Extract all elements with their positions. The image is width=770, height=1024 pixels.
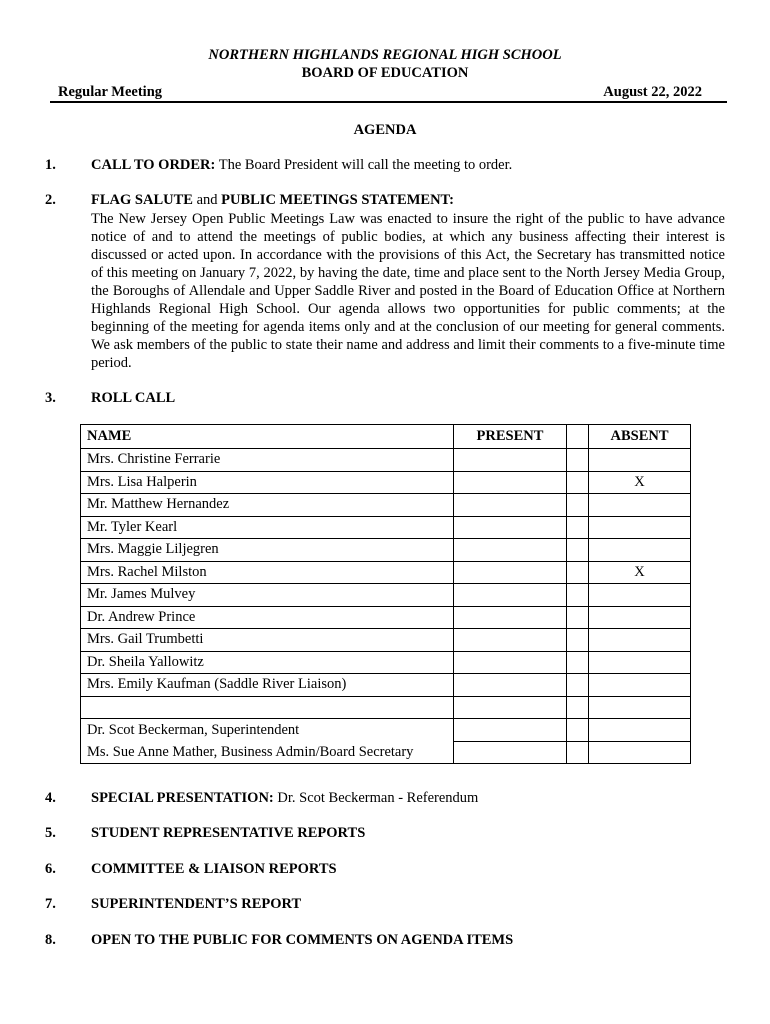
absent-cell <box>589 494 691 517</box>
item-heading: STUDENT REPRESENTATIVE REPORTS <box>91 825 366 841</box>
agenda-item-call-to-order <box>91 157 725 174</box>
spacer-cell <box>567 494 589 517</box>
item-number: 3. <box>45 390 56 406</box>
present-cell <box>454 494 567 517</box>
header-rule <box>50 101 727 103</box>
spacer-cell <box>567 516 589 539</box>
present-cell <box>454 606 567 629</box>
item-heading: SUPERINTENDENT’S REPORT <box>91 896 302 912</box>
spacer-cell <box>567 696 589 719</box>
spacer-cell <box>567 674 589 697</box>
member-name: Mr. James Mulvey <box>81 584 454 607</box>
spacer-cell <box>567 741 589 764</box>
present-cell <box>454 449 567 472</box>
member-name: Dr. Sheila Yallowitz <box>81 651 454 674</box>
item-heading: CALL TO ORDER: <box>91 157 216 173</box>
item-text: Dr. Scot Beckerman - Referendum <box>273 790 479 806</box>
present-cell <box>454 539 567 562</box>
absent-cell <box>589 539 691 562</box>
spacer-cell <box>567 629 589 652</box>
agenda-item-public-comments <box>91 932 725 949</box>
roll-call-table <box>80 424 691 764</box>
member-name: Mrs. Maggie Liljegren <box>81 539 454 562</box>
spacer-cell <box>567 606 589 629</box>
agenda-item-superintendent-report <box>91 896 725 913</box>
spacer-cell <box>567 471 589 494</box>
absent-cell <box>589 584 691 607</box>
agenda-item-student-reports <box>91 825 725 842</box>
item-text: The Board President will call the meeting to order. <box>215 157 513 173</box>
item-number: 2. <box>45 192 56 208</box>
officer-name: Ms. Sue Anne Mather, Business Admin/Board Secretary <box>81 741 454 764</box>
item-connector: and <box>192 192 222 208</box>
table-row <box>81 719 691 742</box>
spacer-cell <box>567 539 589 562</box>
spacer-cell <box>567 719 589 742</box>
item-number: 7. <box>45 896 56 912</box>
item-number: 4. <box>45 790 56 806</box>
roll-call-header-row <box>81 425 691 449</box>
present-cell <box>454 629 567 652</box>
blank-cell <box>81 696 454 719</box>
item-heading: COMMITTEE & LIAISON REPORTS <box>91 861 337 877</box>
officer-name: Dr. Scot Beckerman, Superintendent <box>81 719 454 742</box>
absent-cell <box>589 629 691 652</box>
blank-row <box>81 696 691 719</box>
member-name: Mrs. Rachel Milston <box>81 561 454 584</box>
member-name: Mrs. Gail Trumbetti <box>81 629 454 652</box>
agenda-item-flag-salute <box>91 192 725 209</box>
item-number: 8. <box>45 932 56 948</box>
table-row <box>81 606 691 629</box>
school-name: NORTHERN HIGHLANDS REGIONAL HIGH SCHOOL <box>208 47 562 63</box>
agenda-title: AGENDA <box>353 122 417 138</box>
spacer-cell <box>567 651 589 674</box>
absent-cell: X <box>589 471 691 494</box>
blank-cell <box>454 696 567 719</box>
table-row <box>81 561 691 584</box>
member-name: Mrs. Emily Kaufman (Saddle River Liaison) <box>81 674 454 697</box>
item-heading: ROLL CALL <box>91 390 176 406</box>
spacer-cell <box>567 584 589 607</box>
absent-cell <box>589 606 691 629</box>
absent-column-header: ABSENT <box>589 425 691 449</box>
member-name: Mr. Tyler Kearl <box>81 516 454 539</box>
present-cell <box>454 516 567 539</box>
public-meetings-statement: The New Jersey Open Public Meetings Law was enacted to insure the right of the public to have advance notice of and to attend the meetings of public bodies, at which any business affecting their interest is discussed or acted upon. In accordance with the provisions of this Act, the Secretary has transmitted notice of this meeting on January 7, 2022, by having the date, time and place sent to the North Jersey Media Group, the Boroughs of Allendale and Upper Saddle River and posted in the Board of Education Office at Northern Highlands Regional High School. Our agenda allows two opportunities for public comments; at the beginning of the meeting for agenda items only and at the conclusion of our meeting for general comments. We ask members of the public to state their name and address and limit their comments to a five-minute time period. <box>91 211 725 371</box>
item-number: 5. <box>45 825 56 841</box>
spacer-cell <box>567 561 589 584</box>
absent-cell <box>589 674 691 697</box>
absent-cell <box>589 516 691 539</box>
spacer-cell <box>567 449 589 472</box>
item-heading: SPECIAL PRESENTATION: <box>91 790 274 806</box>
absent-cell <box>589 449 691 472</box>
present-cell <box>454 741 567 764</box>
present-cell <box>454 584 567 607</box>
absent-cell: X <box>589 561 691 584</box>
table-row <box>81 629 691 652</box>
table-row <box>81 516 691 539</box>
agenda-item-committee-reports <box>91 861 725 878</box>
absent-cell <box>589 651 691 674</box>
meeting-type: Regular Meeting <box>58 84 163 100</box>
item-heading: OPEN TO THE PUBLIC FOR COMMENTS ON AGENDA ITEMS <box>91 932 514 948</box>
table-row <box>81 584 691 607</box>
item-number: 1. <box>45 157 56 173</box>
member-name: Mrs. Lisa Halperin <box>81 471 454 494</box>
item-heading-2: PUBLIC MEETINGS STATEMENT: <box>221 192 454 208</box>
present-cell <box>454 719 567 742</box>
blank-cell <box>589 696 691 719</box>
present-column-header: PRESENT <box>454 425 567 449</box>
agenda-item-special-presentation <box>91 790 725 807</box>
table-row <box>81 741 691 764</box>
member-name: Dr. Andrew Prince <box>81 606 454 629</box>
item-heading: FLAG SALUTE <box>91 192 193 208</box>
name-column-header: NAME <box>81 425 454 449</box>
present-cell <box>454 561 567 584</box>
table-row <box>81 494 691 517</box>
present-cell <box>454 674 567 697</box>
present-cell <box>454 471 567 494</box>
board-name: BOARD OF EDUCATION <box>301 65 469 81</box>
table-row <box>81 539 691 562</box>
member-name: Mr. Matthew Hernandez <box>81 494 454 517</box>
absent-cell <box>589 741 691 764</box>
agenda-item-roll-call <box>91 390 725 407</box>
absent-cell <box>589 719 691 742</box>
table-row <box>81 674 691 697</box>
meeting-date: August 22, 2022 <box>603 84 702 100</box>
table-row <box>81 471 691 494</box>
spacer-cell <box>567 425 589 449</box>
member-name: Mrs. Christine Ferrarie <box>81 449 454 472</box>
item-number: 6. <box>45 861 56 877</box>
present-cell <box>454 651 567 674</box>
table-row <box>81 449 691 472</box>
table-row <box>81 651 691 674</box>
